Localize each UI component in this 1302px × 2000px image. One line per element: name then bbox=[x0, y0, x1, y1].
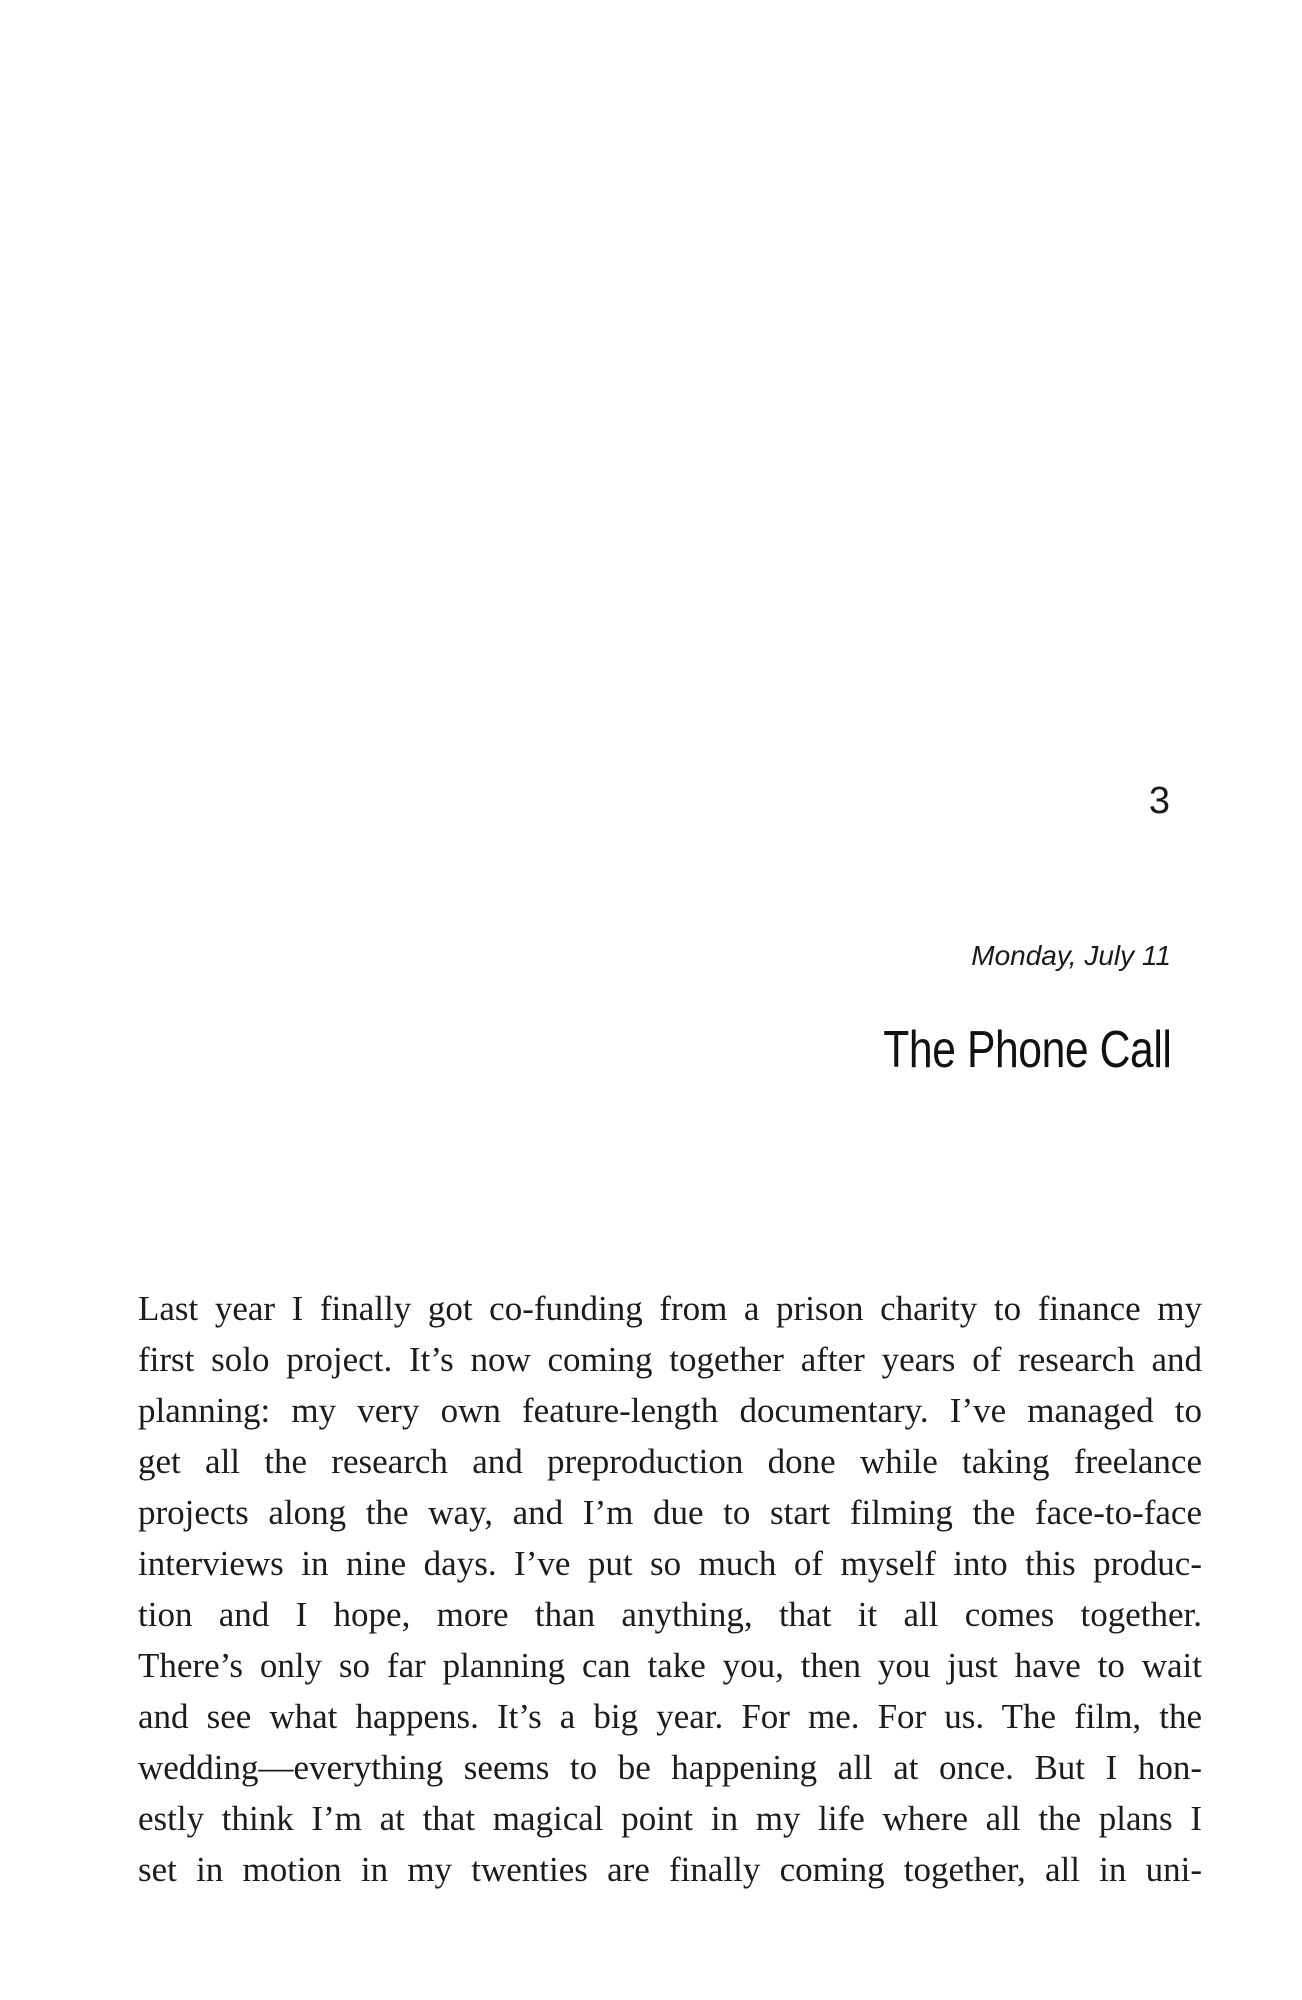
chapter-number: 3 bbox=[1148, 780, 1170, 822]
body-line: and see what happens. It’s a big year. For me. For us. The film, the bbox=[138, 1697, 1202, 1736]
body-paragraph bbox=[138, 1283, 1202, 1895]
body-line: There’s only so far planning can take you, then you just have to wait bbox=[138, 1646, 1202, 1685]
body-line: get all the research and preproduction done while taking freelance bbox=[138, 1442, 1202, 1481]
chapter-date: Monday, July 11 bbox=[971, 940, 1171, 971]
body-line: tion and I hope, more than anything, that it all comes together. bbox=[138, 1595, 1202, 1634]
body-line: Last year I finally got co-funding from a prison charity to finance my bbox=[138, 1289, 1202, 1328]
body-line: first solo project. It’s now coming together after years of research and bbox=[138, 1340, 1202, 1379]
body-line: interviews in nine days. I’ve put so much of myself into this produc- bbox=[138, 1544, 1202, 1583]
body-line: set in motion in my twenties are finally coming together, all in uni- bbox=[138, 1850, 1202, 1889]
body-line: planning: my very own feature-length documentary. I’ve managed to bbox=[138, 1391, 1202, 1430]
body-line: projects along the way, and I’m due to start filming the face-to-face bbox=[138, 1493, 1202, 1532]
body-line: wedding—everything seems to be happening all at once. But I hon- bbox=[138, 1748, 1202, 1787]
chapter-title: The Phone Call bbox=[882, 1021, 1171, 1079]
body-line: estly think I’m at that magical point in my life where all the plans I bbox=[138, 1799, 1202, 1838]
